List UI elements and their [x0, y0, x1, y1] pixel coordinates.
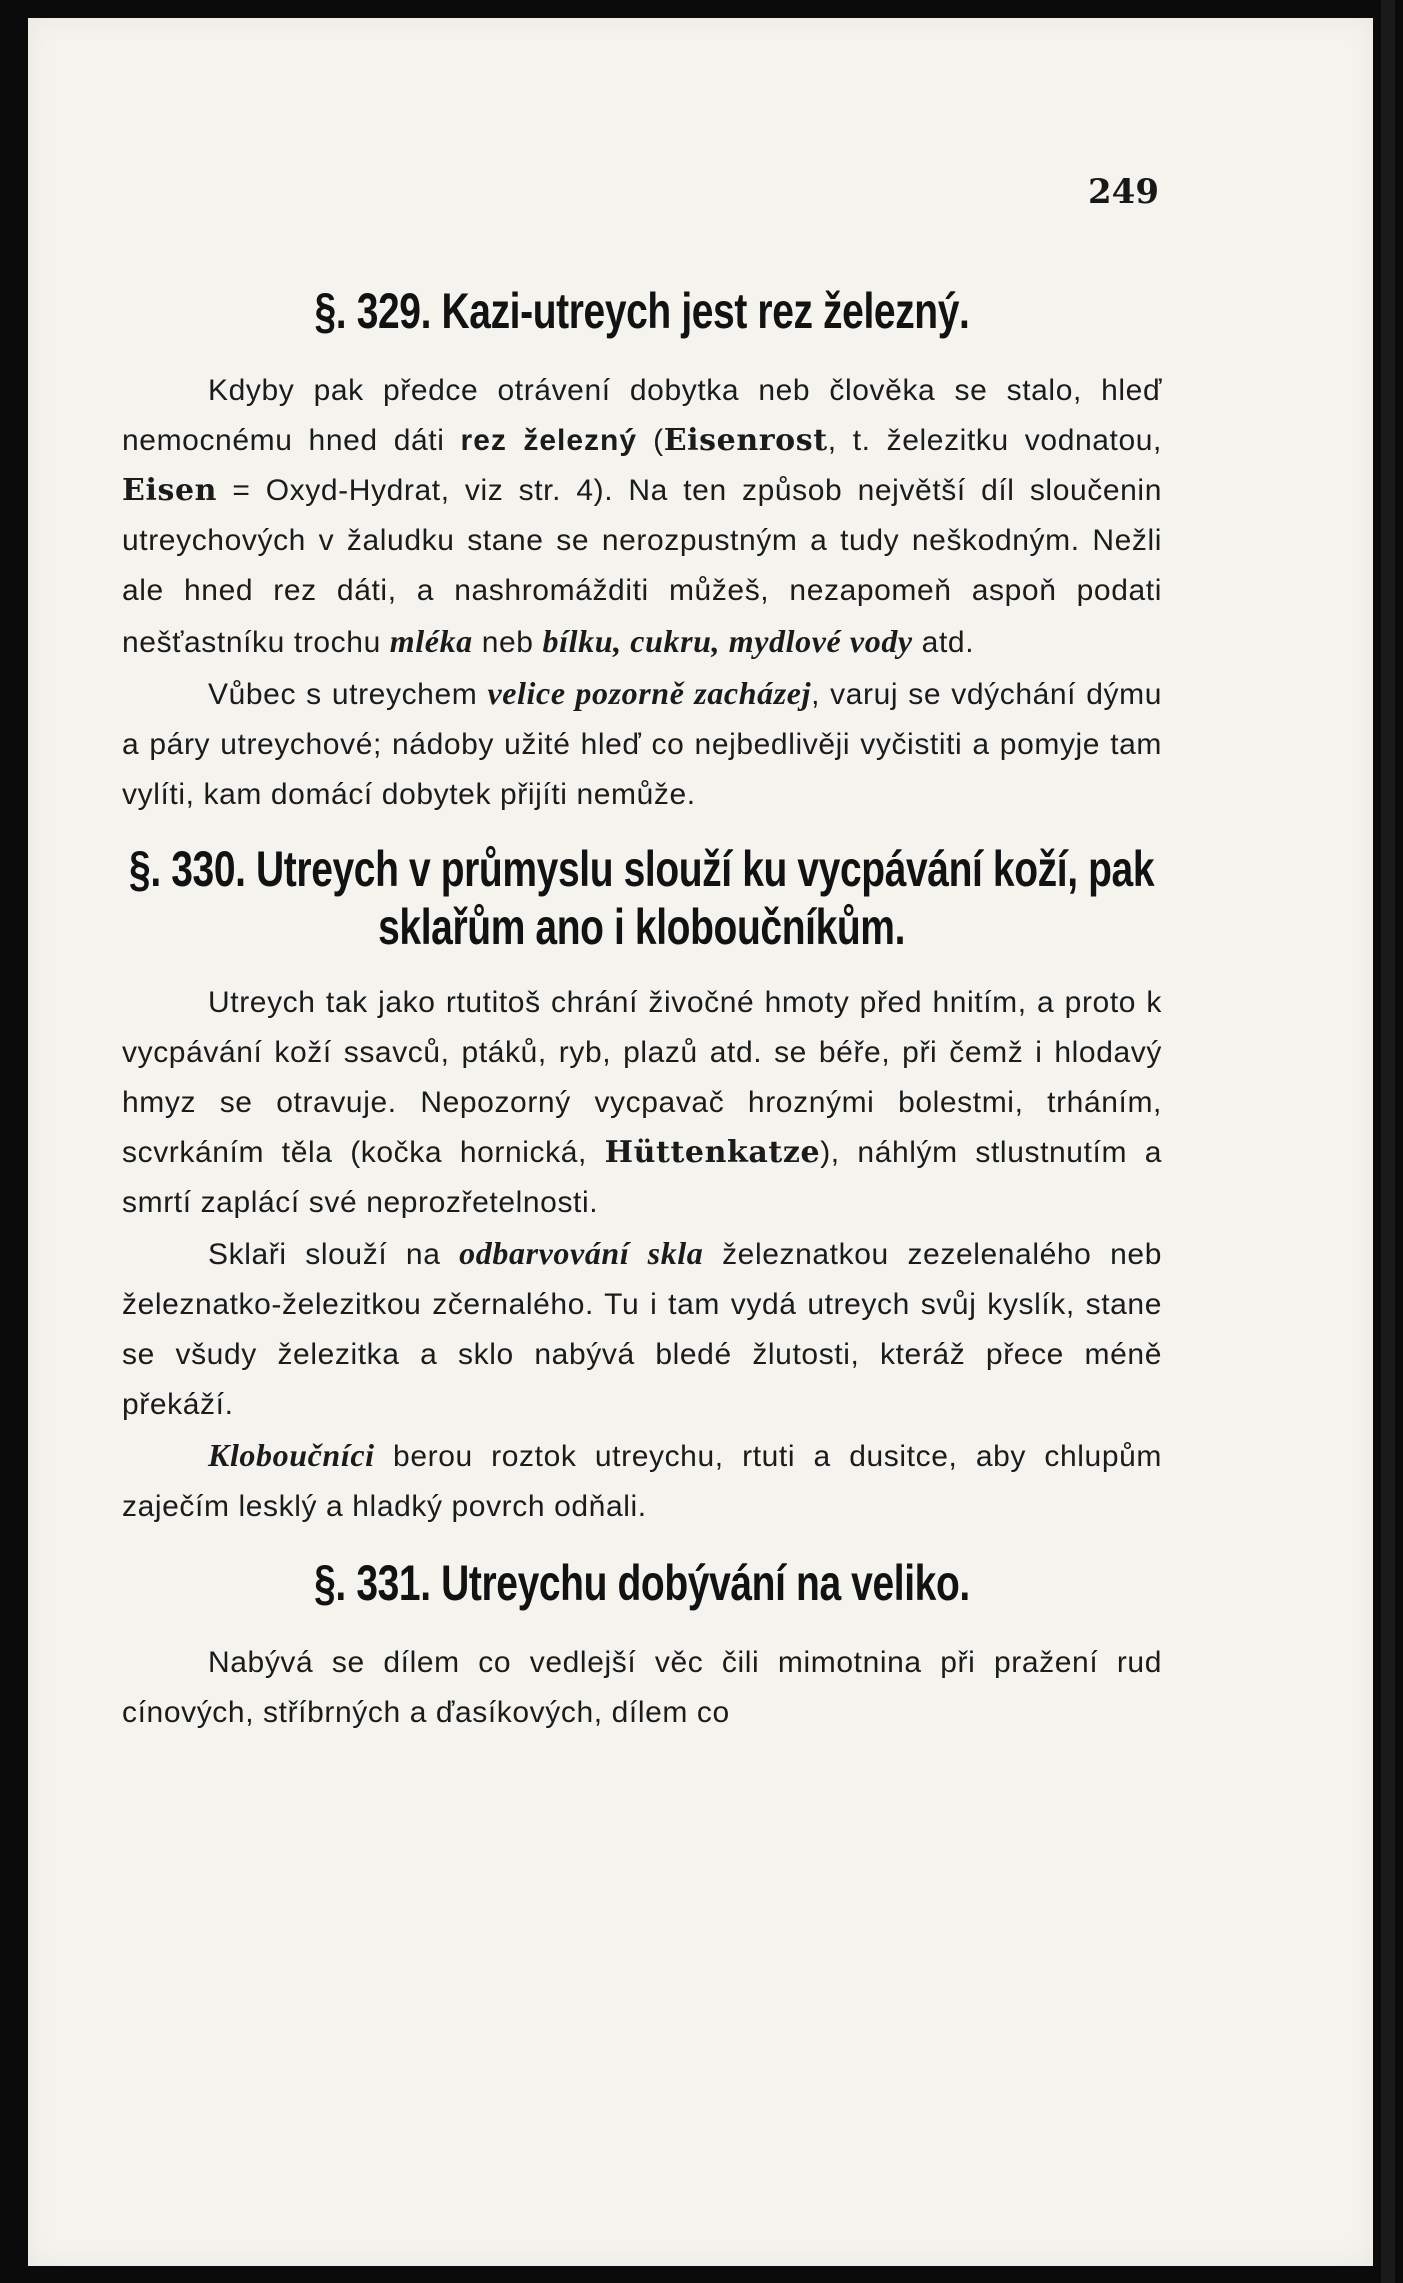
text-run: (: [637, 424, 664, 457]
text-run: ), náhlým stlustnutím a smrtí zaplácí své neprozřetelnosti.: [122, 1136, 1163, 1219]
text-run: neb: [472, 626, 543, 659]
text-run: Hüttenkatze: [604, 1135, 821, 1170]
text-run: Eisenrost: [663, 423, 828, 458]
text-run: , varuj se vdýchání dýmu a páry utreychové; nádoby užité hleď co nejbedlivěji vyčistiti a pomyje tam vylíti, kam domácí dobytek přijíti nemůže.: [122, 678, 1162, 811]
text-run: velice pozorně zacházej: [487, 675, 812, 711]
text-run: Kdyby pak předce otrávení dobytka neb člověka se stalo, hleď nemocnému hned dáti: [122, 374, 1162, 457]
section-330-paragraph-1: [122, 978, 1162, 1228]
section-330-heading: §. 330. Utreych v průmyslu slouží ku vycpávání koží, pak sklařům ano i kloboučníkům.: [129, 841, 1155, 955]
text-run: bílku, cukru, mydlové vody: [542, 623, 913, 659]
text-run: Nabývá se dílem co vedlejší věc čili mimotnina při pražení rud cínových, stříbrných a ďasíkových, dílem co: [122, 1646, 1162, 1729]
text-run: Utreych tak jako rtutitoš chrání živočné hmoty před hnitím, a proto k vycpávání koží ssavců, ptáků, ryb, plazů atd. se béře, při čemž i hlodavý hmyz se otravuje. Nepozorný vycpavač hroznými bolestmi, trháním, scvrkáním těla (kočka hornická,: [122, 986, 1162, 1169]
text-run: Sklaři slouží na: [208, 1238, 460, 1271]
text-run: rez železný: [460, 424, 638, 457]
text-run: = Oxyd-Hydrat, viz str. 4). Na ten způsob největší díl sloučenin utreychových v žaludku stane se nerozpustným a tudy neškodným. Nežli ale hned rez dáti, a nashromážditi můžeš, nezapomeň aspoň podati nešťastníku trochu: [122, 474, 1162, 659]
text-run: Eisen: [122, 473, 218, 508]
text-run: železnatkou zezelenalého neb železnatko-železitkou zčernalého. Tu i tam vydá utreych svůj kyslík, stane se všudy železitka a sklo nabývá bledé žlutosti, kteráž přece méně překáží.: [122, 1238, 1162, 1421]
page-edge-shadow: [1381, 0, 1395, 2283]
text-run: Kloboučníci: [208, 1437, 375, 1473]
text-run: Vůbec s utreychem: [208, 678, 488, 711]
text-run: , t. železitku vodnatou,: [827, 424, 1162, 457]
section-331-heading: §. 331. Utreychu dobývání na veliko.: [314, 1555, 970, 1611]
text-run: berou roztok utreychu, rtuti a dusitce, aby chlupům zaječím lesklý a hladký povrch odňali.: [122, 1440, 1162, 1523]
section-329-paragraph-2: [122, 668, 1162, 820]
section-329-heading: §. 329. Kazi-utreych jest rez železný.: [314, 283, 970, 339]
text-run: atd.: [912, 626, 975, 659]
page-content: [122, 250, 1162, 1738]
page-number: 249: [1088, 172, 1159, 212]
section-331-paragraph-1: [122, 1638, 1162, 1738]
text-run: mléka: [389, 623, 473, 659]
section-330-paragraph-3: [122, 1430, 1162, 1532]
section-330-paragraph-2: [122, 1228, 1162, 1430]
section-329-paragraph-1: [122, 366, 1162, 668]
text-run: odbarvování skla: [459, 1235, 704, 1271]
